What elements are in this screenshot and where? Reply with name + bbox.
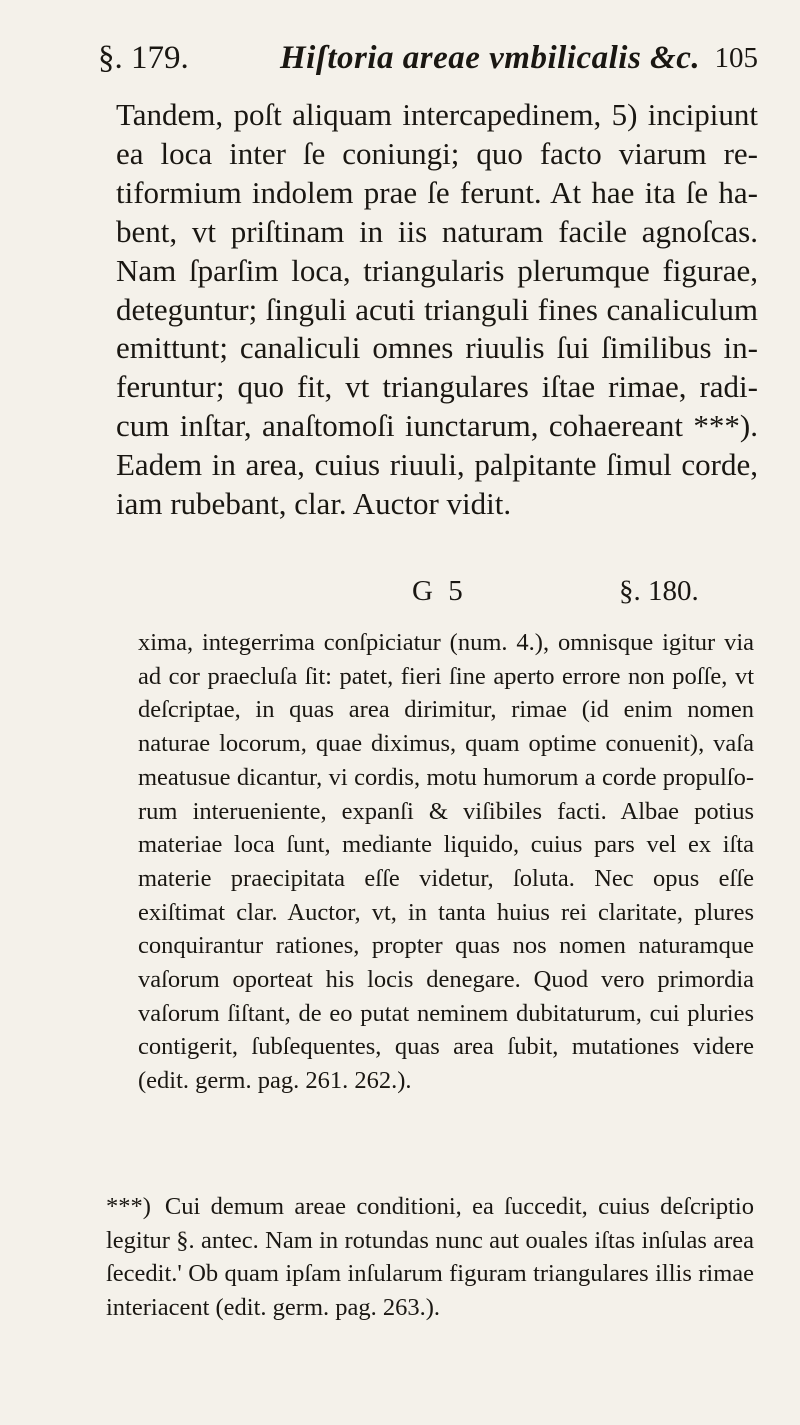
page-number: 105 [714, 42, 758, 74]
footnote [106, 1190, 754, 1325]
footnote-text: Cui demum areae conditioni, ea ſuccedit, cuius deſcriptio legitur §. antec. Nam in rotundas nunc aut ouales iſtas inſulas area ſecedit.' Ob quam ipſam inſularum figuram triangulares illis rimae interiacent (edit. germ. pag. 263.). [106, 1193, 754, 1322]
continuation-paragraph: xima, integerrima conſpiciatur (num. 4.), omnisque igitur via ad cor praecluſa ſit: patet, fieri ſine aperto errore non poſſe, vt deſcriptae, in quas area dirimitur, rimae (id enim nomen naturae locorum, quae diximus, quam optime conuenit), vaſa meatusue dicantur, vi cordis, motu humorum a corde propulſorum interueniente, expanſi & viſibiles facti. Albae potius materiae loca ſunt, mediante liquido, cuius pars vel ex iſta materie praecipitata eſſe videtur, ſoluta. Nec opus eſſe exiſtimat clar. Auctor, vt, in tanta huius rei claritate, plures conquirantur rationes, propter quas nos nomen naturamque vaſorum oporteat his locis denegare. Quod vero primordia vaſorum ſiſtant, de eo putat neminem dubitaturum, cui pluries contigerit, ſubſequentes, quas area ſubit, mutationes videre (edit. germ. pag. 261. 262.). [138, 629, 754, 1095]
signature-line [116, 566, 758, 616]
catchword: §. 180. [619, 575, 699, 607]
main-paragraph: Tandem, poſt aliquam intercapedinem, 5) incipiunt ea loca inter ſe coniungi; quo facto viarum retiformium indolem prae ſe ferunt. At hae ita ſe habent, vt priſtinam in iis naturam facile agnoſcas. Nam ſparſim loca, triangularis plerumque figurae, deteguntur; ſinguli acuti trianguli fines canaliculum emittunt; canaliculi omnes riuulis ſui ſimilibus inferuntur; quo fit, vt triangulares iſtae rimae, radicum inſtar, anaſtomoſi iunctarum, cohaereant ***). Eadem in area, cuius riuuli, palpitante ſimul corde, iam rubebant, clar. Auctor vidit. [116, 97, 758, 522]
running-title: Hiſtoria areae vmbilicalis &c. [280, 40, 701, 76]
section-number: §. 179. [98, 40, 189, 76]
main-text-block [116, 96, 758, 524]
signature-mark: G 5 [412, 575, 467, 607]
running-head [98, 30, 758, 86]
footnote-marker: ***) [106, 1193, 151, 1220]
footnote-paragraph [106, 1190, 754, 1325]
continuation-block [138, 626, 754, 1098]
